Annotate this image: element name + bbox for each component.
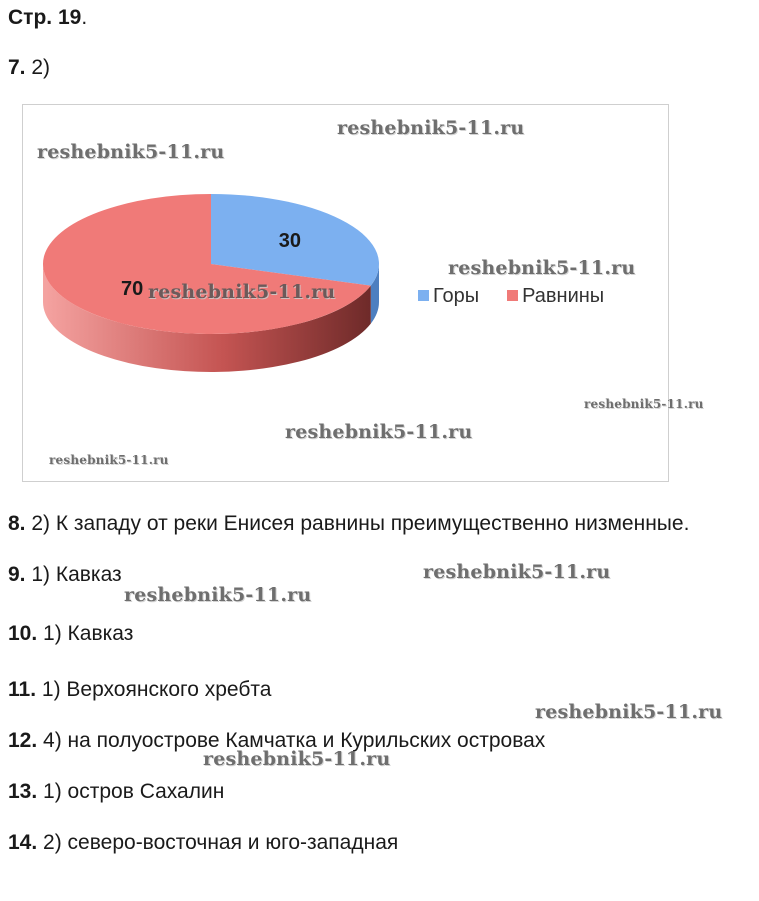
answer-12-number: 12.: [8, 729, 38, 752]
page-header: [8, 6, 87, 30]
answer-13-number: 13.: [8, 780, 38, 803]
watermark: reshebnik5-11.ru: [423, 561, 611, 583]
watermark: reshebnik5-11.ru: [584, 397, 704, 411]
answer-11-number: 11.: [8, 678, 37, 701]
answer-11: [8, 678, 271, 702]
answer-9-text: 1) Кавказ: [31, 563, 122, 586]
pie-value-label: 70: [121, 277, 144, 300]
watermark: reshebnik5-11.ru: [148, 281, 336, 303]
task-7-number: 7.: [8, 56, 26, 79]
chart-legend: [418, 285, 632, 308]
watermark: reshebnik5-11.ru: [203, 748, 391, 770]
task-7-answer: 2): [31, 56, 51, 79]
answer-14: [8, 831, 398, 855]
page-number: Стр. 19: [8, 6, 82, 29]
legend-label-plains: Равнины: [522, 285, 605, 307]
watermark: reshebnik5-11.ru: [37, 141, 225, 163]
watermark: reshebnik5-11.ru: [337, 117, 525, 139]
watermark: reshebnik5-11.ru: [49, 453, 169, 467]
answer-10-number: 10.: [8, 622, 38, 645]
watermark: reshebnik5-11.ru: [124, 584, 312, 606]
answer-12-text: 4) на полуострове Камчатка и Курильских островах: [43, 729, 546, 752]
watermark: reshebnik5-11.ru: [448, 257, 636, 279]
pie-value-label: 30: [278, 230, 301, 253]
legend-swatch-plains: [507, 290, 518, 301]
answer-14-number: 14.: [8, 831, 38, 854]
legend-item-mountains: [418, 285, 479, 307]
answer-10-text: 1) Кавказ: [43, 622, 134, 645]
answer-11-text: 1) Верхоянского хребта: [41, 678, 272, 701]
answer-9-number: 9.: [8, 563, 26, 586]
watermark: reshebnik5-11.ru: [535, 701, 723, 723]
legend-swatch-mountains: [418, 290, 429, 301]
answer-13: [8, 780, 224, 804]
answer-8-text: 2) К западу от реки Енисея равнины преимущественно низменные.: [31, 512, 690, 535]
answer-8-number: 8.: [8, 512, 26, 535]
answer-8: [8, 512, 689, 536]
legend-item-plains: [507, 285, 604, 307]
answer-14-text: 2) северо-восточная и юго-западная: [43, 831, 399, 854]
answer-13-text: 1) остров Сахалин: [43, 780, 225, 803]
pie-chart-frame: [22, 104, 704, 482]
answer-9: [8, 563, 122, 587]
legend-label-mountains: Горы: [433, 285, 480, 307]
answer-10: [8, 622, 133, 646]
page-number-dot: .: [81, 6, 88, 29]
task-7: [8, 56, 50, 80]
watermark: reshebnik5-11.ru: [285, 421, 473, 443]
